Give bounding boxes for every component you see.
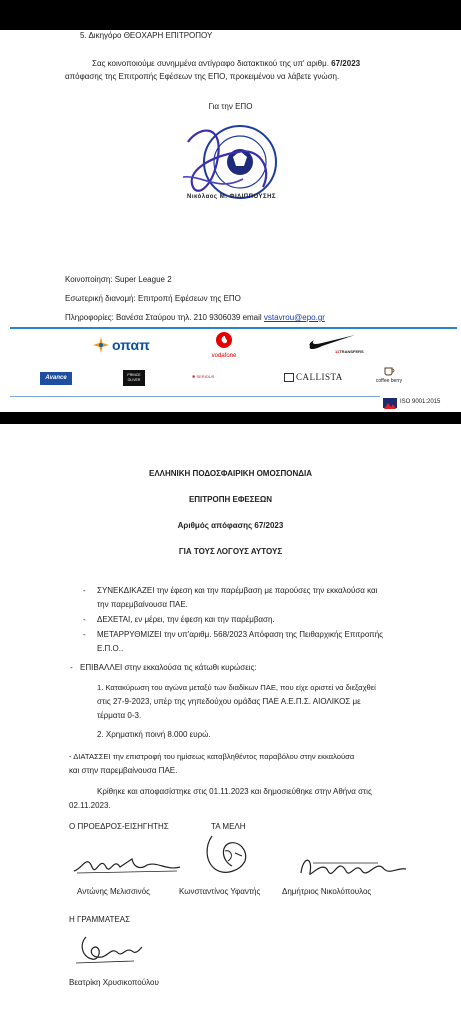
signer-name: Νικόλαος Μ. ΦΙΛΙΠΠΟΥΣΗΣ [187, 194, 277, 200]
name-secretary: Βεατρίκη Χρυσικοπούλου [69, 978, 159, 987]
sponsor-coffee-berry: coffee berry [372, 366, 406, 384]
signature-member-2 [298, 851, 408, 883]
secretary-label: Η ΓΡΑΜΜΑΤΕΑΣ [69, 915, 131, 924]
clause-3-line-2: Ε.Π.Ο.. [97, 644, 124, 653]
decision-number-heading: Αριθμός απόφασης 67/2023 [177, 521, 284, 530]
sanction-1-line-2: στις 27-9-2023, υπέρ της γηπεδούχου ομάδας ΠΑΕ Α.Ε.Π.Σ. ΑΙΟΛΙΚΟΣ με [97, 697, 361, 706]
internal-distribution-line: Εσωτερική διανομή: Επιτροπή Εφέσεων της ΕΠΟ [65, 294, 241, 303]
document-page-2 [0, 424, 461, 1024]
sanction-1-line-1: 1. Κατακύρωση του αγώνα μεταξύ των διαδίκων ΠΑΕ, που είχε οριστεί να διεξαχθεί [97, 683, 376, 692]
sponsor-divider [10, 327, 457, 329]
notification-line: Κοινοποίηση: Super League 2 [65, 275, 172, 284]
iso-logo-icon [383, 398, 397, 408]
sponsor-serious: ✱ SERIOUS [192, 374, 215, 379]
sanction-1-line-3: τέρματα 0-3. [97, 711, 142, 720]
reasons-heading: ΓΙΑ ΤΟΥΣ ΛΟΓΟΥΣ ΑΥΤΟΥΣ [178, 547, 283, 556]
sponsor-avance: Avance [40, 372, 72, 385]
signature-president [72, 849, 182, 879]
clause-5-line-2: και στην παρεμβαίνουσα ΠΑΕ. [69, 766, 178, 775]
coffee-cup-icon [383, 366, 395, 376]
sanction-2: 2. Χρηματική ποινή 8.000 ευρώ. [97, 730, 211, 739]
certification-divider [10, 396, 380, 397]
for-epo-label: Για την ΕΠΟ [208, 102, 253, 111]
org-heading: ΕΛΛΗΝΙΚΗ ΠΟΔΟΣΦΑΙΡΙΚΗ ΟΜΟΣΠΟΝΔΙΑ [148, 469, 313, 478]
name-member-1: Κωνσταντίνος Υφαντής [179, 887, 261, 896]
president-label: Ο ΠΡΟΕΔΡΟΣ-ΕΙΣΗΓΗΤΗΣ [69, 822, 169, 831]
nike-swoosh-icon [308, 334, 356, 350]
members-label: ΤΑ ΜΕΛΗ [211, 822, 246, 831]
cut-off-line: 5. Δικηγόρο ΘΕΟΧΑΡΗ ΕΠΙΤΡΟΠΟΥ [80, 31, 213, 40]
clause-1-line-2: την παρεμβαίνουσα ΠΑΕ. [97, 600, 188, 609]
bullet-dash: - [83, 615, 86, 624]
signature-secretary [74, 929, 144, 969]
email-link[interactable]: vstavrou@epo.gr [263, 313, 325, 322]
intro-line-2: απόφασης της Επιτροπής Εφέσεων της ΕΠΟ, προκειμένου να λάβετε γνώση. [65, 72, 340, 81]
sponsor-opap: οπαπ [93, 334, 150, 356]
name-president: Αντώνης Μελισσινός [77, 887, 150, 896]
page-gap [0, 412, 461, 424]
callista-mark-icon [284, 373, 294, 382]
document-page-1 [0, 30, 461, 412]
clause-3-line-1: ΜΕΤΑΡΡΥΘΜΙΖΕΙ την υπ'αριθμ. 568/2023 Απόφαση της Πειθαρχικής Επιτροπής [97, 630, 383, 639]
intro-line-1: Σας κοινοποιούμε συνημμένα αντίγραφο διατακτικού της υπ' αριθμ. 67/2023 [92, 59, 361, 68]
signature-member-1 [200, 831, 260, 881]
bullet-dash: - [83, 630, 86, 639]
opap-star-icon [93, 337, 109, 353]
bullet-dash: - [83, 586, 86, 595]
sponsor-vodafone: vodafone [204, 332, 244, 360]
vodafone-logo-icon [216, 332, 232, 348]
bullet-dash: - [70, 663, 73, 672]
committee-heading: ΕΠΙΤΡΟΠΗ ΕΦΕΣΕΩΝ [188, 495, 273, 504]
clause-5-line-1: - ΔΙΑΤΑΣΣΕΙ την επιστροφή του ημίσεως καταβληθέντος παραβόλου στην εκκαλούσα [69, 752, 355, 761]
clause-1-line-1: ΣΥΝΕΚΔΙΚΑΖΕΙ την έφεση και την παρέμβαση με παρούσες την εκκαλούσα και [97, 586, 378, 595]
decided-line-1: Κρίθηκε και αποφασίστηκε στις 01.11.2023 και δημοσιεύθηκε στην Αθήνα στις [97, 787, 372, 796]
sponsor-nike: 11TRANSFERS [308, 334, 366, 356]
clause-2: ΔΕΧΕΤΑΙ, εν μέρει, την έφεση και την παρέμβαση. [97, 615, 275, 624]
name-member-2: Δημήτριος Νικολόπουλος [282, 887, 372, 896]
clause-4: ΕΠΙΒΑΛΛΕΙ στην εκκαλούσα τις κάτωθι κυρώσεις: [80, 663, 257, 672]
decided-line-2: 02.11.2023. [69, 801, 111, 810]
iso-label: ISO 9001:2015 [400, 399, 441, 405]
sponsor-callista: CALLISTA [284, 372, 343, 382]
sponsor-prince-oliver: PRINCE OLIVER [123, 370, 145, 386]
info-line: Πληροφορίες: Βανέσα Σταύρου τηλ. 210 9306039 email vstavrou@epo.gr [65, 313, 325, 322]
